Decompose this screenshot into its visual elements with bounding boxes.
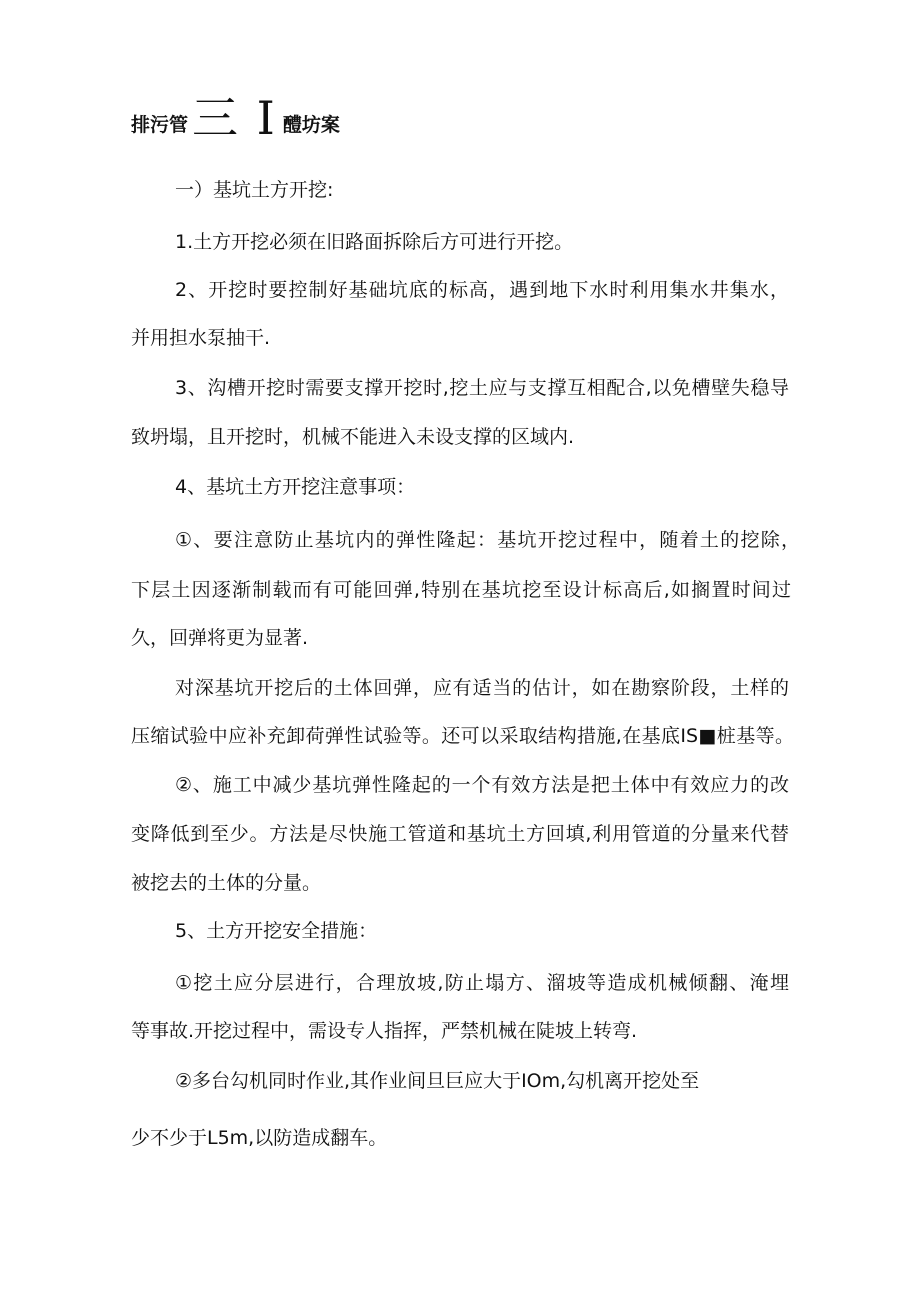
paragraph-line: 被挖去的土体的分量。 (131, 872, 322, 894)
paragraph-line: ②、施工中减少基坑弹性隆起的一个有效方法是把土体中有效应力的改 (175, 774, 789, 796)
paragraph-line: ①挖土应分层进行，合理放坡,防止塌方、溜坡等造成机械倾翻、淹埋 (175, 972, 789, 994)
paragraph-line: 4、基坑土方开挖注意事项： (175, 476, 416, 498)
paragraph-line: 下层土因逐渐制载而有可能回弹,特别在基坑挖至设计标高后,如搁置时间过 (131, 579, 791, 601)
paragraph-line: 少不少于L5m,以防造成翻车。 (131, 1127, 388, 1149)
paragraph-line: 久，回弹将更为显著. (131, 627, 309, 649)
section-heading-safety: 5、土方开挖安全措施： (175, 920, 378, 942)
paragraph-line: 2、开挖时要控制好基础坑底的标高，遇到地下水时利用集水井集水， (175, 279, 789, 301)
paragraph-line: ①、要注意防止基坑内的弹性隆起：基坑开挖过程中，随着土的挖除， (175, 529, 800, 551)
paragraph-line: 并用担水泵抽干. (131, 327, 271, 349)
title-part-3: 醴坊案 (282, 114, 340, 136)
paragraph-line: ②多台勾机同时作业,其作业间旦巨应大于IOm,勾机离开挖处至 (175, 1070, 700, 1092)
paragraph-line: 变降低到至少。方法是尽快施工管道和基坑土方回填,利用管道的分量来代替 (131, 823, 789, 845)
section-heading-excavation: 一）基坑土方开挖: (175, 179, 334, 201)
paragraph-line: 致坍塌，且开挖时，机械不能进入未设支撑的区域内. (131, 426, 575, 448)
paragraph-line: 3、沟槽开挖时需要支撑开挖时,挖土应与支撑互相配合,以免槽壁失稳导 (175, 377, 789, 399)
paragraph-line: 1.土方开挖必须在旧路面拆除后方可进行开挖。 (175, 231, 574, 253)
paragraph-line: 对深基坑开挖后的土体回弹，应有适当的估计，如在勘察阶段，土样的 (175, 677, 789, 699)
paragraph-line: 压缩试验中应补充卸荷弹性试验等。还可以采取结构措施,在基底IS■桩基等。 (131, 725, 794, 747)
title-part-1: 排污管 (131, 114, 189, 136)
paragraph-line: 等事故.开挖过程中，需设专人指挥，严禁机械在陡坡上转弯. (131, 1020, 638, 1042)
document-title (131, 93, 340, 143)
title-part-2: 三 I (192, 91, 277, 145)
